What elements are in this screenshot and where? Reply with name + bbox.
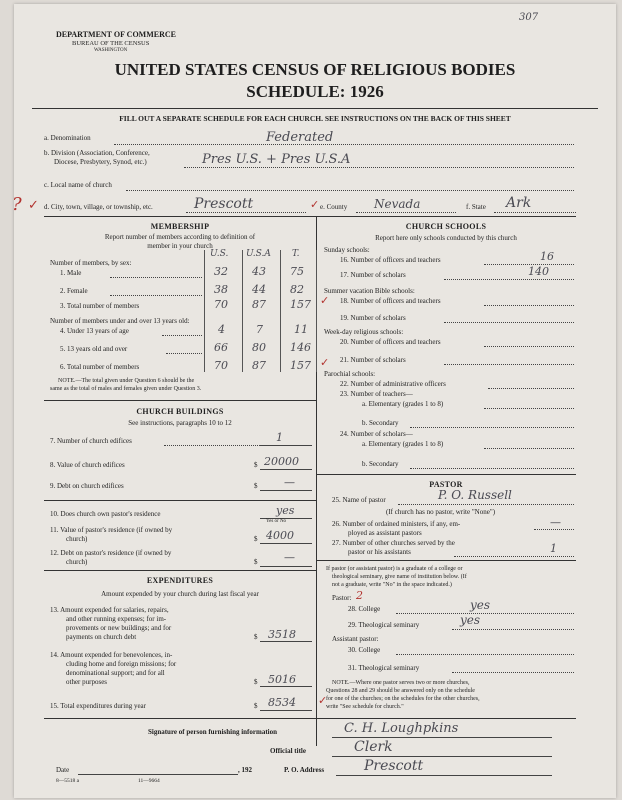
residence-rule (44, 500, 316, 501)
q20-label: 20. Number of officers and teachers (340, 338, 441, 346)
q24a-label: a. Elementary (grades 1 to 8) (362, 440, 444, 448)
buildings-title: CHURCH BUILDINGS (136, 407, 224, 416)
q15-dollar: $ (254, 702, 258, 710)
q14-line (260, 686, 312, 687)
city-check-mark: ✓ (28, 198, 39, 213)
under13-usa[interactable]: 7 (256, 323, 263, 336)
col-head-us: U.S. (210, 249, 229, 259)
over13-total[interactable]: 146 (290, 341, 311, 354)
over13-leader (166, 353, 202, 354)
q30-line (396, 654, 574, 655)
county-label: e. County (320, 203, 348, 211)
q15-value[interactable]: 8534 (268, 696, 296, 709)
q14-line-1: 14. Amount expended for benevolences, in- (50, 651, 173, 659)
state-value[interactable]: Ark (506, 195, 532, 211)
over13-usa[interactable]: 80 (252, 341, 266, 354)
over13-label: 5. 13 years old and over (60, 345, 128, 353)
membership-intro-2: member in your church (147, 242, 213, 250)
q10-hint: Yes or No (266, 519, 287, 524)
state-line (494, 212, 576, 213)
member-grid-line-2 (242, 250, 243, 372)
q28-label: 28. College (348, 605, 381, 613)
q22-label: 22. Number of administrative officers (340, 380, 446, 388)
q29-label: 29. Theological seminary (348, 621, 420, 629)
q17-value[interactable]: 140 (528, 265, 549, 278)
q11-value[interactable]: 4000 (266, 529, 294, 542)
print-number: 11—9664 (138, 778, 160, 784)
weekday-heading: Week-day religious schools: (324, 328, 404, 336)
q13-dollar: $ (254, 633, 258, 641)
q26-line (534, 529, 574, 530)
q24b-line (410, 468, 574, 469)
city-line (186, 212, 306, 213)
division-label-1: b. Division (Association, Conference, (44, 149, 150, 157)
pastor-note-3: for one of the churches; on the schedules for the other churches, (326, 696, 480, 702)
county-value[interactable]: Nevada (374, 197, 421, 211)
total-us[interactable]: 70 (214, 298, 228, 311)
frame-bottom (44, 718, 576, 719)
q14-line-3: denominational support; and for all (66, 669, 165, 677)
date-label: Date (56, 766, 70, 774)
male-us[interactable]: 32 (214, 265, 228, 278)
female-leader (110, 295, 202, 296)
q12-label-1: 12. Debt on pastor's residence (if owned by (50, 549, 172, 557)
q24a-line (484, 448, 574, 449)
membership-title: MEMBERSHIP (150, 222, 210, 231)
q8-dollar: $ (254, 461, 258, 469)
q7-leader (164, 445, 260, 446)
q29-value[interactable]: yes (460, 613, 481, 627)
dept-city: WASHINGTON (94, 48, 128, 53)
q15-line (260, 710, 312, 711)
total-total[interactable]: 157 (290, 298, 311, 311)
total-age-usa[interactable]: 87 (252, 359, 266, 372)
under13-label: 4. Under 13 years of age (60, 327, 129, 335)
q13-value[interactable]: 3518 (268, 628, 296, 641)
city-value[interactable]: Prescott (194, 196, 254, 212)
membership-intro-1: Report number of members according to definition of (104, 233, 256, 241)
total-age-check-mark: ✓ (320, 356, 330, 369)
form-title: UNITED STATES CENSUS OF RELIGIOUS BODIES (114, 60, 516, 79)
sunday-heading: Sunday schools: (324, 246, 370, 254)
q9-line (260, 490, 312, 491)
male-usa[interactable]: 43 (252, 265, 266, 278)
q23a-line (484, 408, 574, 409)
pastor-note-2: Questions 28 and 29 should be answered only on the schedule (326, 688, 475, 694)
member-grid-line-1 (204, 250, 205, 372)
denomination-line (114, 144, 574, 145)
denomination-value[interactable]: Federated (266, 130, 334, 145)
q12-line (260, 566, 312, 567)
membership-note-1: NOTE.—The total given under Question 6 should be the (58, 378, 195, 384)
signature-line (332, 737, 552, 738)
under13-us[interactable]: 4 (218, 323, 225, 336)
q11-label-1: 11. Value of pastor's residence (if owned by (50, 526, 173, 534)
q7-label: 7. Number of church edifices (50, 437, 132, 445)
q23b-label: b. Secondary (362, 419, 399, 427)
q20-line (484, 346, 574, 347)
q7-value[interactable]: 1 (276, 431, 283, 444)
female-usa[interactable]: 44 (252, 283, 266, 296)
q27-value[interactable]: 1 (550, 542, 557, 555)
q25-hint: (If church has no pastor, write "None") (386, 508, 496, 516)
division-label-2: Diocese, Presbytery, Synod, etc.) (54, 158, 147, 166)
by-sex-heading: Number of members, by sex: (50, 259, 132, 267)
q21-line (444, 364, 574, 365)
census-schedule-sheet (14, 4, 616, 798)
q29-line (452, 629, 574, 630)
q9-label: 9. Debt on church edifices (50, 482, 124, 490)
q15-label: 15. Total expenditures during year (50, 702, 146, 710)
signature-label: Signature of person furnishing information (148, 728, 277, 736)
frame-top (44, 216, 576, 217)
q10-label: 10. Does church own pastor's residence (50, 510, 161, 518)
q27-line (454, 556, 574, 557)
q18-line (484, 305, 574, 306)
form-subtitle: SCHEDULE: 1926 (246, 82, 384, 101)
female-label: 2. Female (60, 287, 88, 295)
bureau-name: BUREAU OF THE CENSUS (72, 40, 150, 47)
q16-value[interactable]: 16 (540, 250, 554, 263)
q25-line (398, 504, 574, 505)
q26-value[interactable]: — (550, 516, 561, 529)
parochial-heading: Parochial schools: (324, 370, 376, 378)
q19-line (444, 322, 574, 323)
q25-label: 25. Name of pastor (332, 496, 386, 504)
male-leader (110, 277, 202, 278)
department-name: DEPARTMENT OF COMMERCE (56, 30, 177, 39)
total-age-us[interactable]: 70 (214, 359, 228, 372)
q23b-line (410, 427, 574, 428)
col-head-total: T. (292, 249, 300, 259)
q11-line (260, 543, 312, 544)
over13-us[interactable]: 66 (214, 341, 228, 354)
total-age-total[interactable]: 157 (290, 359, 311, 372)
total-check-mark: ✓ (320, 294, 330, 307)
q12-value[interactable]: — (284, 551, 295, 564)
buildings-rule (44, 400, 316, 401)
summer-heading: Summer vacation Bible schools: (324, 287, 415, 295)
q22-line (488, 388, 574, 389)
pastor-mark: 2 (356, 589, 363, 602)
q23a-label: a. Elementary (grades 1 to 8) (362, 400, 444, 408)
q31-line (452, 672, 574, 673)
county-check-mark: ✓ (310, 198, 320, 211)
q25-value[interactable]: P. O. Russell (438, 488, 512, 502)
q24-label: 24. Number of scholars— (340, 430, 413, 438)
po-address-value[interactable]: Prescott (364, 758, 424, 774)
form-number: 8—5518 a (56, 778, 80, 784)
q31-label: 31. Theological seminary (348, 664, 420, 672)
local-name-line (126, 190, 574, 191)
q15-check-mark: ✓ (318, 694, 328, 707)
date-line (78, 774, 238, 775)
q17-label: 17. Number of scholars (340, 271, 406, 279)
total-age-label: 6. Total number of members (60, 363, 140, 371)
q27-label-2: pastor or his assistants (348, 548, 411, 556)
q7-line (260, 445, 312, 446)
male-label: 1. Male (60, 269, 82, 277)
official-title-label: Official title (270, 747, 306, 755)
q13-line-4: payments on church debt (66, 633, 137, 641)
q12-dollar: $ (254, 558, 258, 566)
schools-title: CHURCH SCHOOLS (405, 222, 487, 231)
education-info-1: If pastor (or assistant pastor) is a graduate of a college or (326, 566, 463, 572)
q30-label: 30. College (348, 646, 381, 654)
pastor-title: PASTOR (429, 480, 463, 489)
q18-label: 18. Number of officers and teachers (340, 297, 441, 305)
q13-line-2: and other running expenses; for im- (66, 615, 167, 623)
q8-value[interactable]: 20000 (264, 455, 299, 468)
form-instruction: FILL OUT A SEPARATE SCHEDULE FOR EACH CHURCH. SEE INSTRUCTIONS ON THE BACK OF THIS SHEET (119, 114, 511, 123)
q23-label: 23. Number of teachers— (340, 390, 413, 398)
division-line (184, 167, 574, 168)
state-label: f. State (466, 203, 486, 211)
expenditures-rule (44, 570, 316, 571)
q14-value[interactable]: 5016 (268, 673, 296, 686)
asst-subheading: Assistant pastor: (332, 635, 379, 643)
city-label: d. City, town, village, or township, etc. (44, 203, 153, 211)
female-us[interactable]: 38 (214, 283, 228, 296)
education-info-2: theological seminary, give name of institution below. (If (332, 574, 467, 580)
q13-line-3: provements or new buildings; and for (66, 624, 172, 632)
expenditures-title: EXPENDITURES (146, 576, 214, 585)
po-address-line (336, 775, 552, 776)
q16-label: 16. Number of officers and teachers (340, 256, 441, 264)
margin-mark: ? (12, 194, 22, 215)
q26-label-1: 26. Number of ordained ministers, if any, em- (332, 520, 461, 528)
po-address-label: P. O. Address (284, 766, 325, 774)
q28-value[interactable]: yes (470, 598, 491, 612)
division-value[interactable]: Pres U.S. + Pres U.S.A (202, 152, 351, 167)
age-heading: Number of members under and over 13 years old: (50, 317, 190, 325)
q13-line-1: 13. Amount expended for salaries, repairs, (50, 606, 169, 614)
pastor-note-4: write "See schedule for church." (326, 704, 404, 710)
buildings-subtitle: See instructions, paragraphs 10 to 12 (128, 419, 232, 427)
education-info-3: not a graduate, write "No" in the space indicated.) (332, 582, 452, 588)
q26-label-2: ployed as assistant pastors (348, 529, 422, 537)
official-title-value[interactable]: Clerk (354, 739, 393, 755)
q17-line (444, 279, 574, 280)
member-grid-line-4 (316, 250, 317, 372)
q9-value[interactable]: — (284, 476, 295, 489)
q27-label-1: 27. Number of other churches served by the (332, 539, 455, 547)
pastor-subheading: Pastor: (332, 594, 352, 602)
official-title-line (332, 756, 552, 757)
pastor-note-1: NOTE.—Where one pastor serves two or more churches, (332, 680, 470, 686)
q12-label-2: church) (66, 558, 88, 566)
under13-total[interactable]: 11 (294, 323, 308, 336)
q8-line (260, 469, 312, 470)
q10-value[interactable]: yes (276, 504, 295, 517)
q8-label: 8. Value of church edifices (50, 461, 125, 469)
q24b-label: b. Secondary (362, 460, 399, 468)
under13-leader (162, 335, 202, 336)
expenditures-subtitle: Amount expended by your church during last fiscal year (101, 590, 259, 598)
pastor-rule (316, 474, 576, 475)
membership-note-2: same as the total of males and females given under Question 3. (50, 386, 202, 392)
member-grid-line-3 (280, 250, 281, 372)
education-rule (316, 560, 576, 561)
q13-line (260, 641, 312, 642)
total-usa[interactable]: 87 (252, 298, 266, 311)
q11-label-2: church) (66, 535, 88, 543)
q19-label: 19. Number of scholars (340, 314, 406, 322)
col-head-usa: U.S.A (246, 249, 271, 259)
q9-dollar: $ (254, 482, 258, 490)
denomination-label: a. Denomination (44, 134, 91, 142)
page-number: 307 (519, 12, 539, 23)
total-members-label: 3. Total number of members (60, 302, 140, 310)
local-name-label: c. Local name of church (44, 181, 112, 189)
signature-value[interactable]: C. H. Loughpkins (344, 721, 459, 736)
q11-dollar: $ (254, 535, 258, 543)
q14-dollar: $ (254, 678, 258, 686)
county-line (356, 212, 456, 213)
q28-line (396, 613, 574, 614)
q14-line-2: cluding home and foreign missions; for (66, 660, 177, 668)
date-year: , 192 (238, 766, 252, 774)
q14-line-4: other purposes (66, 678, 108, 686)
female-total[interactable]: 82 (290, 283, 304, 296)
schools-intro: Report here only schools conducted by this church (375, 234, 517, 242)
header-rule (32, 108, 598, 109)
q21-label: 21. Number of scholars (340, 356, 406, 364)
male-total[interactable]: 75 (290, 265, 304, 278)
